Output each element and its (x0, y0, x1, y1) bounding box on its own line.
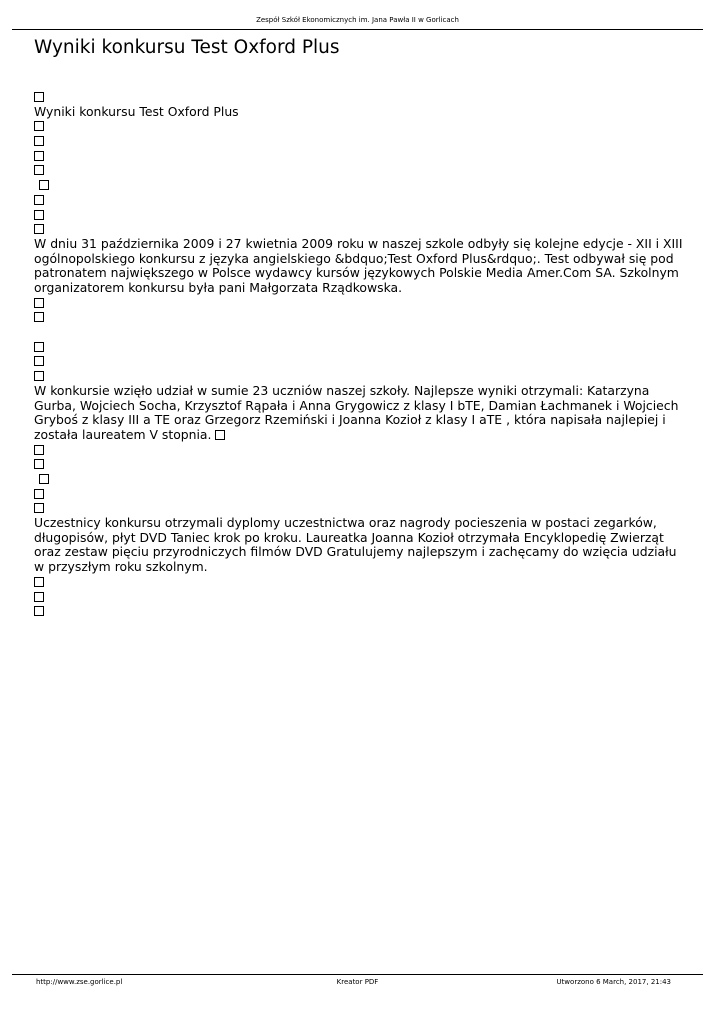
placeholder-box-row (34, 340, 684, 355)
article-subtitle: Wyniki konkursu Test Oxford Plus (34, 103, 239, 119)
missing-glyph-box (34, 312, 44, 322)
placeholder-box-row (34, 163, 684, 178)
placeholder-box-row (34, 193, 684, 208)
placeholder-box-row (34, 590, 684, 605)
paragraph-results (34, 384, 684, 443)
missing-glyph-box (34, 592, 44, 602)
missing-glyph-box (39, 474, 49, 484)
placeholder-box-row (34, 222, 684, 237)
article-content (34, 90, 684, 619)
missing-glyph-box (34, 371, 44, 381)
missing-glyph-box (34, 92, 44, 102)
page-title: Wyniki konkursu Test Oxford Plus (34, 37, 340, 58)
page-footer (12, 974, 703, 989)
missing-glyph-box (34, 342, 44, 352)
placeholder-box-row (34, 90, 684, 105)
missing-glyph-box (34, 195, 44, 205)
paragraph-intro: W dniu 31 października 2009 i 27 kwietnia 2009 roku w naszej szkole odbyły się kolejne edycje - XII i XIII ogólnopolskiego konkursu z języka angielskiego &bdquo;Test Oxford Plus&rdquo;. Test odbywał się pod patronatem największego w Polsce wydawcy kursów językowych Polskie Media Amer.Com SA. Szkolnym organizatorem konkursu była pani Małgorzata Rządkowska. (34, 235, 683, 295)
placeholder-box-row (34, 149, 684, 164)
missing-glyph-box (34, 165, 44, 175)
placeholder-box-row (34, 310, 684, 325)
missing-glyph-box (34, 151, 44, 161)
placeholder-box-row (34, 501, 684, 516)
paragraph-results-text: W konkursie wzięło udział w sumie 23 uczniów naszej szkoły. Najlepsze wyniki otrzymali: Katarzyna Gurba, Wojciech Socha, Krzysztof Rąpała i Anna Grygowicz z klasy I bTE, Damian Łachmanek i Wojciech Gryboś z klasy III a TE oraz Grzegorz Rzemiński i Joanna Kozioł z klasy I aTE , która napisała najlepiej i została laureatem V stopnia. (34, 382, 679, 442)
missing-glyph-box (34, 298, 44, 308)
placeholder-box-row (34, 354, 684, 369)
missing-glyph-box (34, 445, 44, 455)
missing-glyph-box (34, 489, 44, 499)
placeholder-box-row (34, 604, 684, 619)
placeholder-box-row (34, 487, 684, 502)
placeholder-box-row (34, 178, 684, 193)
missing-glyph-box (34, 606, 44, 616)
placeholder-box-row (34, 119, 684, 134)
missing-glyph-box (34, 224, 44, 234)
school-name: Zespół Szkół Ekonomicznych im. Jana Pawła II w Gorlicach (256, 16, 459, 24)
blank-line (34, 325, 684, 340)
placeholder-box-row (34, 575, 684, 590)
footer-generator: Kreator PDF (336, 978, 379, 986)
missing-glyph-box (215, 430, 225, 440)
placeholder-box-row (34, 134, 684, 149)
footer-created-date: Utworzono 6 March, 2017, 21:43 (556, 978, 671, 986)
missing-glyph-box (34, 210, 44, 220)
footer-url: http://www.zse.gorlice.pl (36, 978, 123, 986)
missing-glyph-box (34, 121, 44, 131)
placeholder-box-row (34, 457, 684, 472)
missing-glyph-box (39, 180, 49, 190)
placeholder-box-row (34, 472, 684, 487)
placeholder-box-row (34, 296, 684, 311)
missing-glyph-box (34, 577, 44, 587)
placeholder-box-row (34, 208, 684, 223)
missing-glyph-box (34, 356, 44, 366)
page-header (12, 14, 703, 30)
missing-glyph-box (34, 459, 44, 469)
paragraph-prizes: Uczestnicy konkursu otrzymali dyplomy uczestnictwa oraz nagrody pocieszenia w postaci zegarków, długopisów, płyt DVD Taniec krok po kroku. Laureatka Joanna Kozioł otrzymała Encyklopedię Zwierząt oraz zestaw pięciu przyrodniczych filmów DVD Gratulujemy najlepszym i zachęcamy do wzięcia udziału w przyszłym roku szkolnym. (34, 515, 677, 575)
missing-glyph-box (34, 503, 44, 513)
placeholder-box-row (34, 369, 684, 384)
placeholder-box-row (34, 443, 684, 458)
missing-glyph-box (34, 136, 44, 146)
